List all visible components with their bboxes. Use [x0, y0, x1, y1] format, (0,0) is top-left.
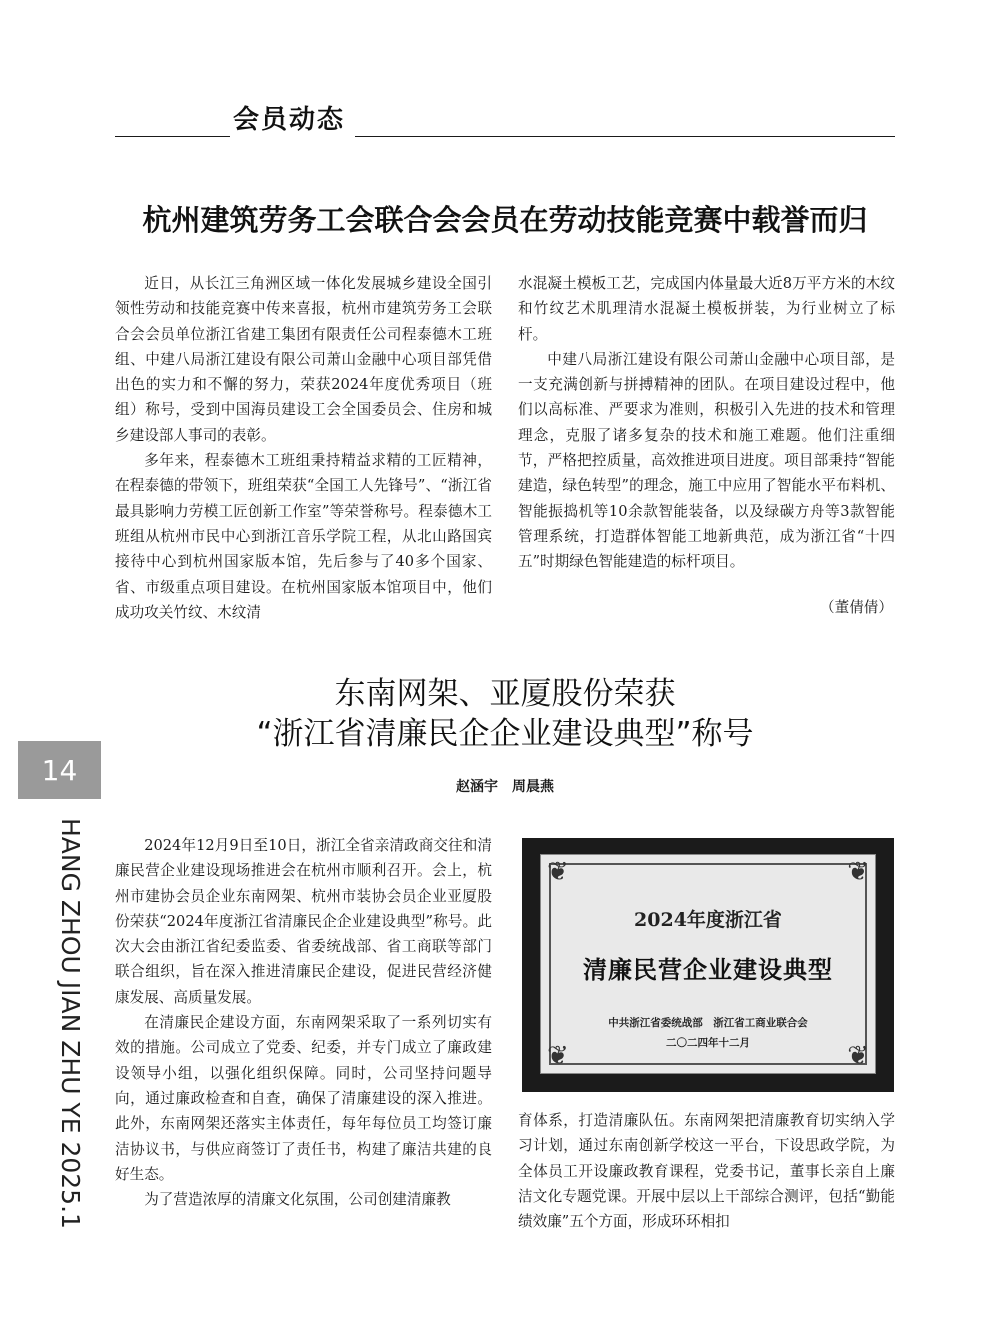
ornament-icon: ❦ — [847, 1041, 869, 1071]
article1-byline: （董倩倩） — [820, 599, 893, 616]
article1-headline: 杭州建筑劳务工会联合会会员在劳动技能竞赛中载誉而归 — [142, 203, 868, 237]
header-rule-right — [355, 136, 895, 137]
article2-headline-line2: “浙江省清廉民企企业建设典型”称号 — [256, 716, 754, 752]
article2-paragraph: 为了营造浓厚的清廉文化氛围，公司创建清廉教 — [144, 1191, 451, 1209]
section-header — [115, 100, 895, 140]
article2-continuation: 育体系，打造清廉队伍。东南网架把清廉教育切实纳入学习计划，通过东南创新学校这一平台，下设思政学院，为全体员工开设廉政教育课程，党委书记，董事长亲自上廉洁文化专题党课。开展中层以上干部综合测评，包括“勤能绩效廉”五个方面，形成环环相扣 — [518, 1112, 895, 1231]
plaque-issuers: 中共浙江省委统战部 浙江省工商业联合会 — [608, 1017, 808, 1029]
article2-left-column — [115, 833, 492, 1212]
article1-continuation: 水混凝土模板工艺，完成国内体量最大近8万平方米的木纹和竹纹艺术肌理清水混凝土模板拼装，为行业树立了标杆。 — [518, 275, 895, 343]
article1-paragraph: 近日，从长江三角洲区域一体化发展城乡建设全国引领性劳动和技能竞赛中传来喜报，杭州市建筑劳务工会联合会会员单位浙江省建工集团有限责任公司程泰德木工班组、中建八局浙江建设有限公司萧山金融中心项目部凭借出色的实力和不懈的努力，荣获2024年度优秀项目（班组）称号，受到中国海员建设工会全国委员会、住房和城乡建设部人事司的表彰。 — [115, 275, 492, 444]
plaque-date: 二〇二四年十二月 — [666, 1037, 750, 1049]
journal-title: HANG ZHOU JIAN ZHU YE 2025.1 — [56, 818, 85, 1229]
plaque-board — [540, 854, 876, 1074]
ornament-icon: ❦ — [847, 857, 869, 887]
article1-paragraph: 中建八局浙江建设有限公司萧山金融中心项目部，是一支充满创新与拼搏精神的团队。在项目建设过程中，他们以高标准、严要求为准则，积极引入先进的技术和管理理念，克服了诸多复杂的技术和施工难题。他们注重细节，严格把控质量，高效推进项目进度。项目部秉持“智能建造，绿色转型”的理念，施工中应用了智能水平布料机、智能振捣机等10余款智能装备，以及绿碳方舟等3款智能管理系统，打造群体智能工地新典范，成为浙江省“十四五”时期绿色智能建造的标杆项目。 — [518, 350, 895, 571]
plaque-year-title: 2024年度浙江省 — [634, 909, 782, 931]
article2-paragraph: 在清廉民企建设方面，东南网架采取了一系列切实有效的措施。公司成立了党委、纪委，并专门成立了廉政建设领导小组，以强化组织保障。同时，公司坚持问题导向，通过廉政检查和自查，确保了清廉建设的深入推进。此外，东南网架还落实主体责任，每年每位员工均签订廉洁协议书，与供应商签订了责任书，构建了廉洁共建的良好生态。 — [115, 1014, 492, 1183]
plaque-award-title: 清廉民营企业建设典型 — [583, 955, 833, 984]
ornament-icon: ❦ — [547, 1041, 569, 1071]
header-rule-left — [115, 136, 230, 137]
page-number: 14 — [18, 741, 101, 799]
article1-paragraph: 多年来，程泰德木工班组秉持精益求精的工匠精神，在程泰德的带领下，班组荣获“全国工人先锋号”、“浙江省最具影响力劳模工匠创新工作室”等荣誉称号。程泰德木工班组从杭州市民中心到浙江音乐学院工程，从北山路国宾接待中心到杭州国家版本馆，先后参与了40多个国家、省、市级重点项目建设。在杭州国家版本馆项目中，他们成功攻关竹纹、木纹清 — [115, 452, 492, 621]
article2-authors: 赵涵宇 周晨燕 — [456, 779, 554, 795]
article2-headline-line1: 东南网架、亚厦股份荣获 — [334, 676, 676, 712]
article1-left-column — [115, 271, 492, 625]
plaque-photo — [522, 838, 894, 1092]
ornament-icon: ❦ — [547, 857, 569, 887]
article2-right-column — [518, 1108, 895, 1234]
article2-paragraph: 2024年12月9日至10日，浙江全省亲清政商交往和清廉民营企业建设现场推进会在杭州市顺利召开。会上，杭州市建协会员企业东南网架、杭州市装协会员企业亚厦股份荣获“2024年度浙江省清廉民企企业建设典型”称号。此次大会由浙江省纪委监委、省委统战部、省工商联等部门联合组织，旨在深入推进清廉民企建设，促进民营经济健康发展、高质量发展。 — [115, 837, 492, 1006]
article1-right-column — [518, 271, 895, 575]
section-title: 会员动态 — [233, 105, 346, 135]
